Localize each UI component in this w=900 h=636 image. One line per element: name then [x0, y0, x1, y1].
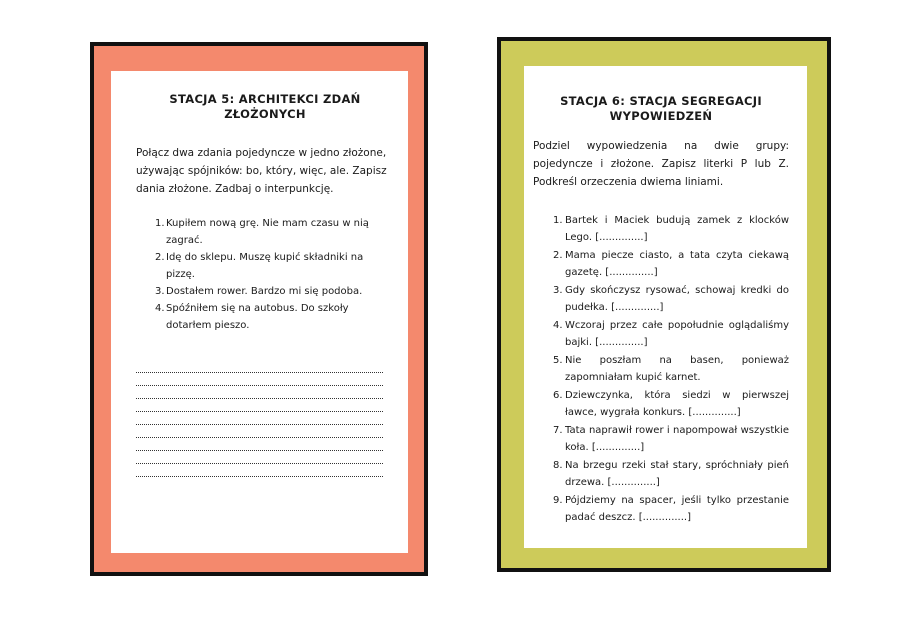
station-5-answer-lines[interactable]	[136, 360, 390, 477]
list-item	[553, 422, 789, 456]
item-text: Idę do sklepu. Muszę kupić składniki na pizzę.	[166, 252, 364, 280]
list-item	[155, 300, 390, 334]
item-text: Bartek i Maciek budują zamek z klocków Lego. [..............]	[565, 215, 789, 243]
station-6-sentence-list	[533, 212, 789, 526]
station-5-instructions: Połącz dwa zdania pojedyncze w jedno złożone, używając spójników: bo, który, więc, ale. Zapisz dania złożone. Zadbaj o interpunkcję.	[136, 147, 387, 195]
list-item	[553, 282, 789, 316]
list-item	[155, 249, 390, 283]
list-item	[553, 212, 789, 246]
item-number: 3.	[553, 285, 563, 296]
answer-line[interactable]	[136, 464, 383, 477]
list-item	[553, 457, 789, 491]
item-text: Pójdziemy na spacer, jeśli tylko przestanie padać deszcz. [..............]	[565, 495, 789, 523]
item-number: 9.	[553, 495, 563, 506]
list-item	[553, 247, 789, 281]
answer-line[interactable]	[136, 386, 383, 399]
list-item	[155, 283, 390, 300]
item-number: 7.	[553, 425, 563, 436]
item-number: 2.	[553, 250, 563, 261]
station-6-instructions: Podziel wypowiedzenia na dwie grupy: pojedyncze i złożone. Zapisz literki P lub Z. Podkreśl orzeczenia dwiema liniami.	[533, 140, 789, 188]
station-5-content	[111, 71, 408, 553]
item-text: Gdy skończysz rysować, schowaj kredki do pudełka. [..............]	[565, 285, 789, 313]
item-number: 5.	[553, 355, 563, 366]
list-item	[553, 352, 789, 386]
station-6-title: STACJA 6: STACJA SEGREGACJI WYPOWIEDZEŃ	[560, 94, 762, 123]
answer-line[interactable]	[136, 360, 383, 373]
list-item	[553, 317, 789, 351]
item-number: 1.	[155, 218, 165, 229]
item-text: Wczoraj przez całe popołudnie oglądaliśmy bajki. [..............]	[565, 320, 789, 348]
answer-line[interactable]	[136, 412, 383, 425]
answer-line[interactable]	[136, 438, 383, 451]
station-5-sentence-list	[136, 215, 390, 334]
item-text: Spóźniłem się na autobus. Do szkoły dotarłem pieszo.	[166, 303, 349, 331]
item-number: 8.	[553, 460, 563, 471]
item-text: Dziewczynka, która siedzi w pierwszej ławce, wygrała konkurs. [..............]	[565, 390, 789, 418]
item-number: 3.	[155, 286, 165, 297]
item-text: Dostałem rower. Bardzo mi się podoba.	[166, 286, 363, 297]
list-item	[553, 387, 789, 421]
item-number: 2.	[155, 252, 165, 263]
answer-line[interactable]	[136, 425, 383, 438]
item-text: Mama piecze ciasto, a tata czyta ciekawą gazetę. [..............]	[565, 250, 789, 278]
item-text: Tata naprawił rower i napompował wszystkie koła. [..............]	[565, 425, 789, 453]
item-number: 4.	[155, 303, 165, 314]
answer-line[interactable]	[136, 399, 383, 412]
station-6-card	[497, 37, 831, 572]
station-6-content	[524, 66, 807, 548]
item-number: 6.	[553, 390, 563, 401]
item-text: Nie poszłam na basen, ponieważ zapomniałam kupić karnet.	[565, 355, 789, 383]
station-5-card	[90, 42, 428, 576]
item-text: Na brzegu rzeki stał stary, spróchniały pień drzewa. [..............]	[565, 460, 789, 488]
item-number: 1.	[553, 215, 563, 226]
station-5-title: STACJA 5: ARCHITEKCI ZDAŃ ZŁOŻONYCH	[169, 92, 361, 121]
item-text: Kupiłem nową grę. Nie mam czasu w nią zagrać.	[166, 218, 369, 246]
answer-line[interactable]	[136, 373, 383, 386]
answer-line[interactable]	[136, 451, 383, 464]
list-item	[553, 492, 789, 526]
list-item	[155, 215, 390, 249]
item-number: 4.	[553, 320, 563, 331]
